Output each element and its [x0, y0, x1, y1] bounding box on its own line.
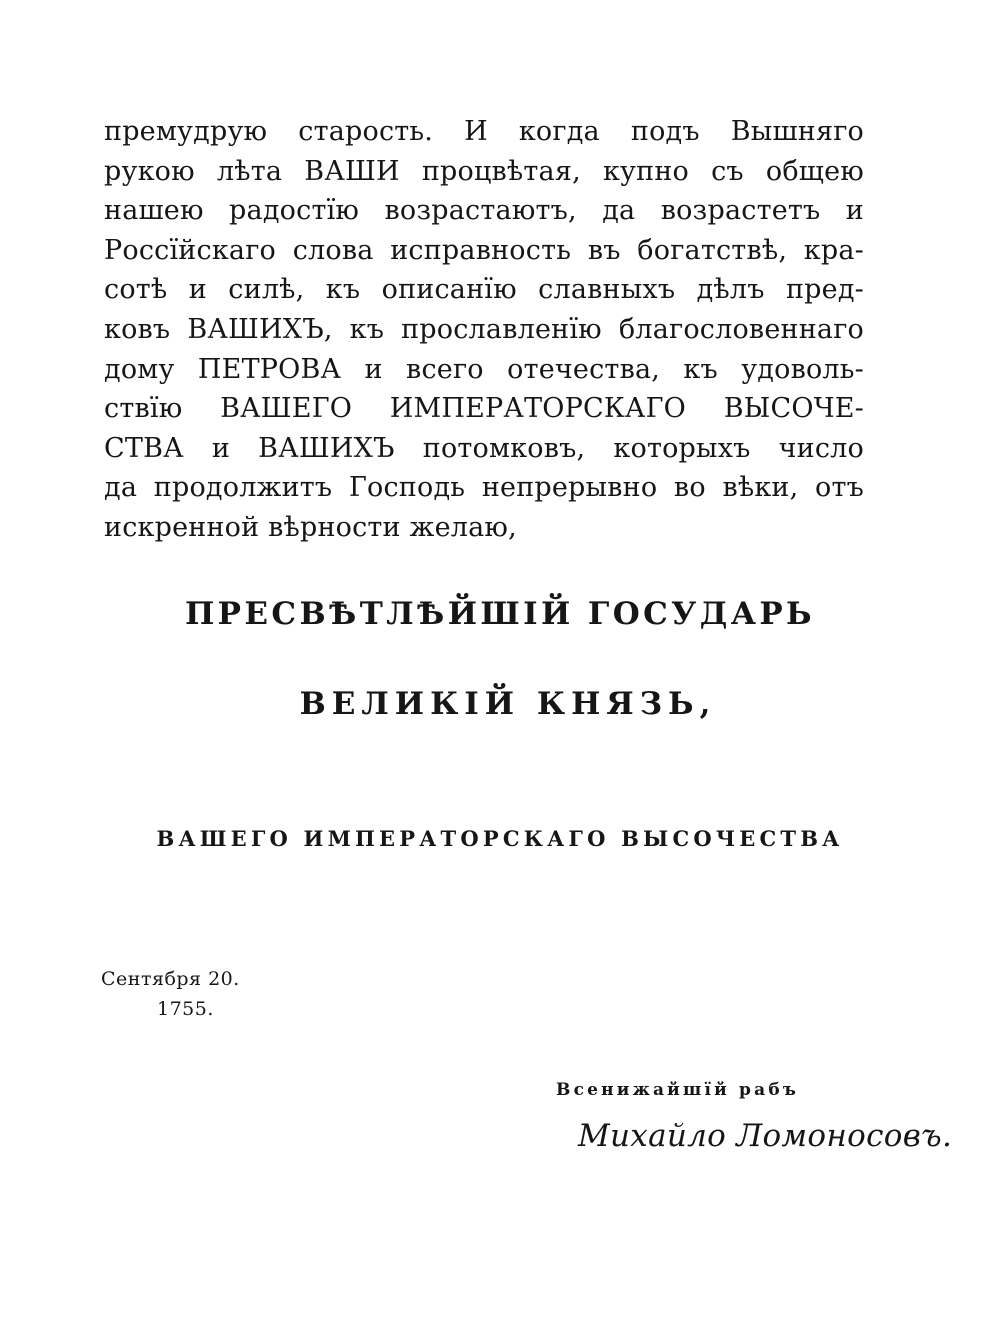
subtitle-heading: ВАШЕГО ИМПЕРАТОРСКАГО ВЫСОЧЕСТВА: [156, 826, 844, 851]
title-heading: ВЕЛИКІЙ КНЯЗЬ,: [299, 686, 717, 722]
body-line-2: рукою лѣта ВАШИ процвѣтая, купно съ общею: [104, 155, 864, 187]
body-line-8: ствїю ВАШЕГО ИМПЕРАТОРСКАГО ВЫСОЧЕ-: [104, 393, 864, 425]
body-text: [104, 112, 864, 548]
date-day: Сентября 20.: [101, 968, 240, 990]
body-line-10: да продолжитъ Господь непрерывно во вѣки, отъ: [104, 472, 864, 504]
address-heading: ПРЕСВѢТЛѢЙШІЙ ГОСУДАРЬ: [184, 596, 816, 632]
date-year: 1755.: [157, 998, 214, 1020]
signature: Михайло Ломоносовъ.: [578, 1118, 953, 1154]
body-line-6: ковъ ВАШИХЪ, къ прославленїю благословеннаго: [104, 313, 864, 345]
body-line-7: дому ПЕТРОВА и всего отечества, къ удоволь-: [104, 353, 864, 385]
closing-salutation: Всенижайшїй рабъ: [556, 1080, 800, 1100]
body-line-4: Россїйскаго слова исправность въ богатствѣ, кра-: [104, 234, 864, 266]
body-line-11: искренной вѣрности желаю,: [104, 511, 517, 543]
body-line-9: СТВА и ВАШИХЪ потомковъ, которыхъ число: [104, 432, 864, 464]
body-line-5: сотѣ и силѣ, къ описанїю славныхъ дѣлъ пред-: [104, 274, 864, 306]
body-line-3: нашею радостїю возрастаютъ, да возрастетъ и: [104, 195, 864, 227]
body-line-1: премудрую старость. И когда подъ Вышняго: [104, 116, 864, 147]
